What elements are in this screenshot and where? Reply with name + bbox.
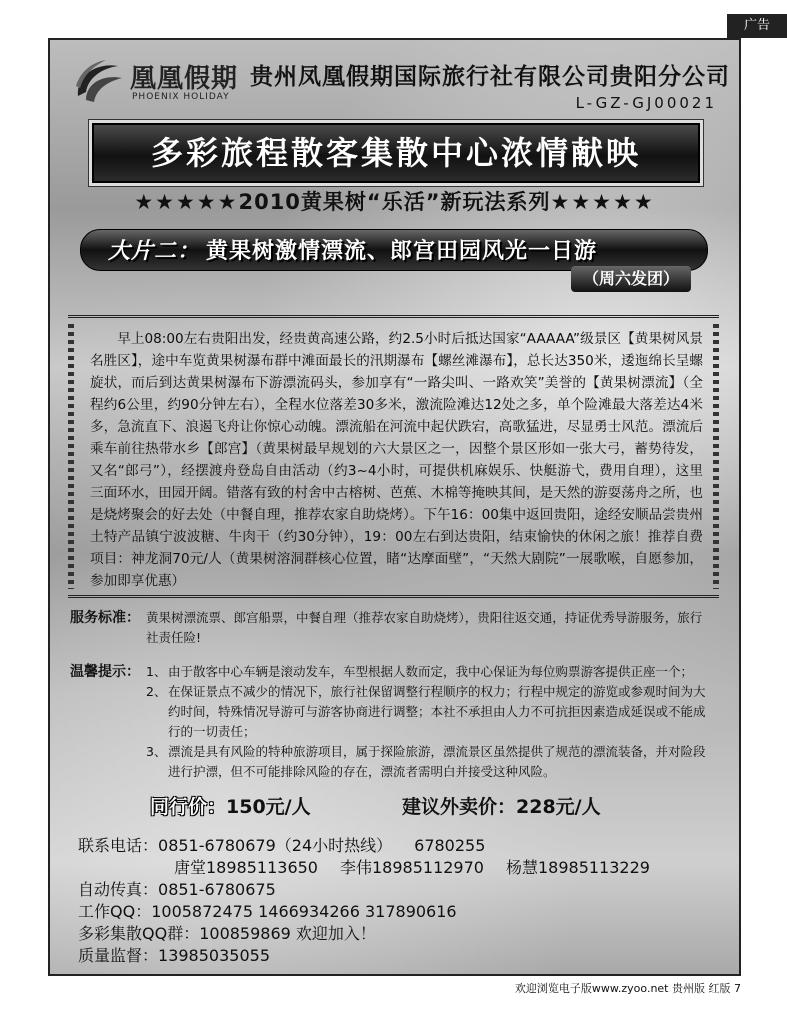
service-standard: [70, 608, 710, 652]
series-line: [50, 186, 739, 216]
supervise-label: 质量监督：: [78, 946, 159, 965]
notice-label: 温馨提示：: [70, 664, 140, 680]
peer-price-label: 同行价：: [150, 796, 227, 818]
notice-item: [146, 662, 708, 682]
ornament-left: [68, 324, 74, 589]
tour-title: [108, 234, 597, 265]
notice-num: 1、: [146, 664, 167, 679]
license-number: L-GZ-GJ00021: [575, 94, 717, 112]
ad-tag: 广告: [727, 14, 787, 38]
retail-price-label: 建议外卖价：: [402, 796, 517, 818]
notice-text: 在保证景点不减少的情况下，旅行社保留调整行程顺序的权力；行程中规定的游览或参观时间为大约时间，特殊情况导游可与游客协商进行调整；本社不承担由人力不可抗拒因素造成延误或不能成行的一切责任；: [168, 684, 706, 739]
notice-item: [146, 742, 708, 782]
notice-item: [146, 682, 708, 742]
tour-lead: 大片二：: [108, 239, 201, 264]
staff-contact: 李伟18985112970: [339, 858, 484, 877]
stars-left: ★★★★★: [134, 190, 239, 214]
logo-subtext: PHOENIX HOLIDAY: [132, 92, 230, 102]
supervise-number: 13985035055: [158, 946, 270, 965]
qq-group-number: 100859869 欢迎加入！: [199, 924, 376, 943]
qq-numbers: 1005872475 1466934266 317890616: [151, 902, 457, 921]
qq-group-label: 多彩集散QQ群：: [78, 924, 200, 943]
fax-number: 0851-6780675: [158, 880, 276, 899]
qq-row: [78, 901, 650, 923]
warm-notice: [70, 662, 710, 782]
stars-right: ★★★★★: [550, 190, 655, 214]
itinerary-box: [68, 315, 719, 598]
itinerary-text: 早上08:00左右贵阳出发，经贵黄高速公路，约2.5小时后抵达国家“AAAAA”级景区【黄果树风景名胜区】，途中车览黄果树瀑布群中滩面最长的汛期瀑布【螺丝滩瀑布】，总长达350米，逶迤绵长呈螺旋状，而后到达黄果树瀑布下游漂流码头，参加享有“一路尖叫、一路欢笑”美誉的【黄果树漂流】（全程约6公里，约90分钟左右），全程水位落差30多米，激流险滩达12处之多，单个险滩最大落差达4米多，急流直下、浪遏飞舟让你惊心动魄。漂流船在河流中起伏跌宕，高歌猛进，尽显勇士风范。漂流后乘车前往热带水乡【郎宫】（黄果树最早规划的六大景区之一，因整个景区形如一张大弓，蓄势待发，又名“郎弓”），经摆渡舟登岛自由活动（约3~4小时，可提供机麻娱乐、快艇游弋，费用自理），这里三面环水，田园开阔。错落有致的村舍中古榕树、芭蕉、木棉等掩映其间，是天然的游耍荡舟之所，也是烧烤聚会的好去处（中餐自理，推荐农家自助烧烤）。下午16：00集中返回贵阳，途经安顺品尝贵州土特产品镇宁波波糖、牛肉干（约30分钟），19：00左右到达贵阳，结束愉快的休闲之旅！推荐自费项目：神龙洞70元/人（黄果树溶洞群核心位置，睹“达摩面壁”，“天然大剧院”一展歌喉，自愿参加，参加即享优惠）: [90, 331, 703, 589]
logo: [72, 54, 242, 110]
departure-badge: （周六发团）: [571, 266, 691, 292]
fax-row: [78, 879, 650, 901]
staff-contact: 唐堂18985113650: [174, 858, 318, 877]
supervise-row: [78, 945, 650, 967]
headline-banner: 多彩旅程散客集散中心浓情献映: [92, 123, 700, 183]
ad-frame: [48, 38, 741, 976]
tour-name: 黄果树激情漂流、郎宫田园风光一日游: [206, 239, 598, 264]
qq-group-row: [78, 923, 650, 945]
phone-row: [78, 835, 650, 857]
company-name: 贵州凤凰假期国际旅行社有限公司贵阳分公司: [250, 63, 730, 90]
phoenix-swirl-icon: [72, 56, 126, 108]
qq-label: 工作QQ：: [78, 902, 152, 921]
logo-text: 凰凰假期: [130, 64, 239, 94]
service-label: 服务标准：: [70, 610, 140, 626]
page-footer: 欢迎浏览电子版www.zyoo.net 贵州版 红版 7: [514, 982, 741, 995]
notice-text: 漂流是具有风险的特种旅游项目，属于探险旅游，漂流景区虽然提供了规范的漂流装备，并对险段进行护漂，但不可能排除风险的存在，漂流者需明白并接受这种风险。: [168, 744, 706, 779]
staff-row: [78, 857, 650, 879]
peer-price-value: 150元/人: [226, 796, 311, 818]
notice-num: 3、: [146, 744, 167, 759]
price-row: [150, 792, 670, 822]
service-text: 黄果树漂流票、郎宫船票，中餐自理（推荐农家自助烧烤），贵阳往返交通，持证优秀导游服务，旅行社责任险!: [146, 610, 703, 645]
retail-price-value: 228元/人: [516, 796, 601, 818]
staff-contact: 杨慧18985113229: [505, 858, 650, 877]
retail-price: [402, 792, 601, 819]
peer-price: [150, 792, 311, 819]
fax-label: 自动传真：: [78, 880, 159, 899]
notice-text: 由于散客中心车辆是滚动发车，车型根据人数而定，我中心保证为每位购票游客提供正座一个；: [168, 664, 694, 679]
notice-num: 2、: [146, 684, 167, 699]
phone-number-2: 6780255: [414, 836, 486, 855]
contact-block: [78, 835, 650, 967]
series-text: 2010黄果树“乐活”新玩法系列: [238, 190, 551, 214]
phone-number: 0851-6780679（24小时热线）: [158, 836, 393, 855]
phone-label: 联系电话：: [78, 836, 159, 855]
ornament-right: [713, 324, 719, 589]
